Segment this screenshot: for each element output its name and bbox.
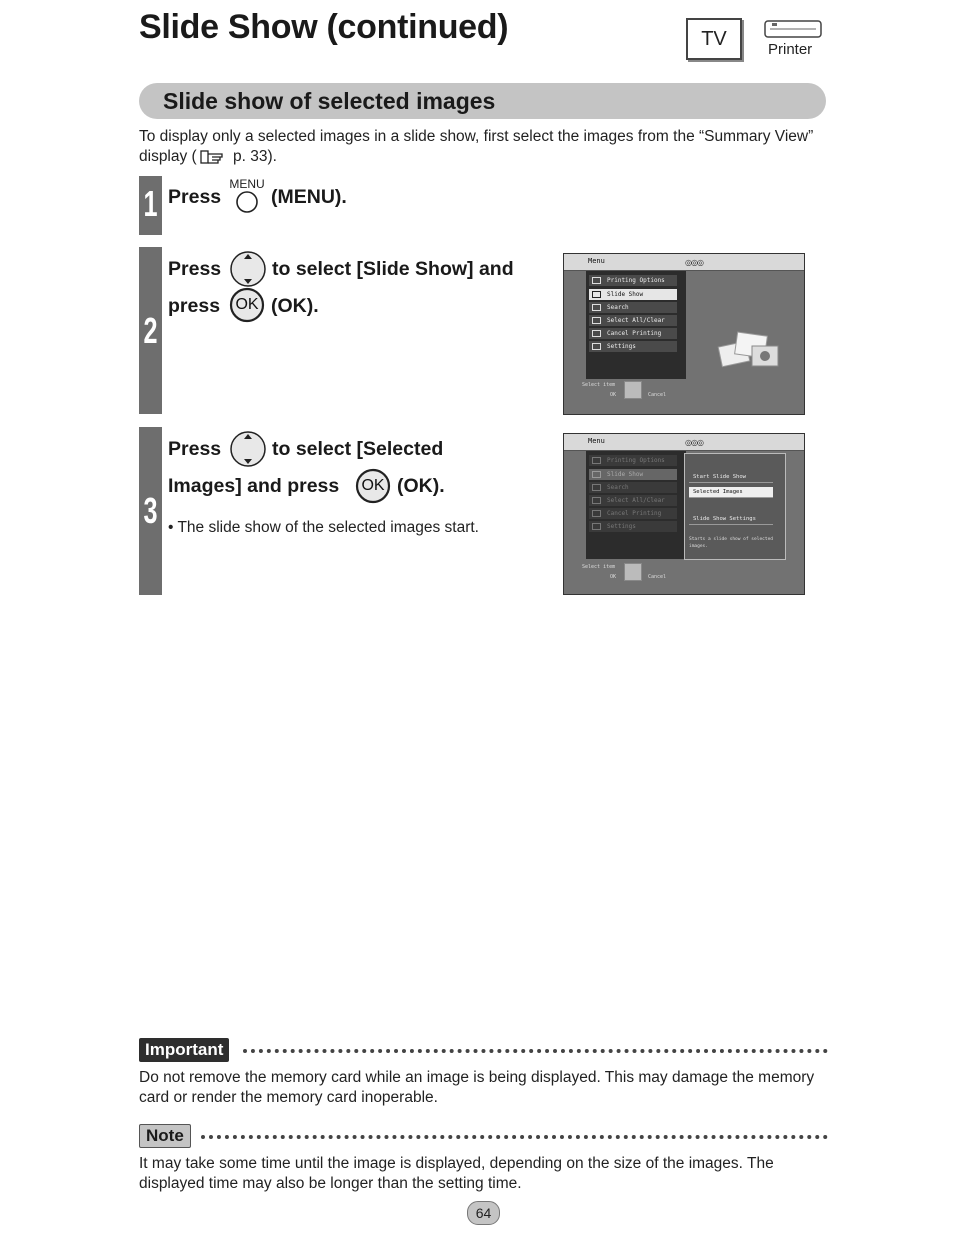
screen-footer-ok: OK [610,574,617,580]
printer-label: Printer [768,41,813,58]
menu-button-icon [229,178,265,219]
step-1-text-press: Press [168,186,222,208]
step-3-text-ok: (OK). [397,475,445,497]
important-dotted-rule [243,1049,828,1053]
step-1-text-menu: (MENU). [271,186,347,208]
up-down-dpad-icon [229,250,267,288]
step-2-text-press: Press [168,258,222,280]
screen-menu-title: Menu [588,437,605,445]
ok-button-icon [355,468,391,504]
page-number: 64 [467,1201,500,1225]
important-text: Do not remove the memory card while an image is being displayed. This may damage the memory card or render the memory card inoperable. [139,1069,815,1106]
screen-menu-item: Printing Options [589,455,677,466]
ok-button-label: OK [361,477,385,494]
screen-menu-panel [586,451,686,559]
submenu-description: Starts a slide show of selected images. [689,537,773,549]
page-reference-icon [200,149,226,165]
screen-menu-item: Settings [589,341,677,352]
screen-footer-ok: OK [610,392,617,398]
intro-page-ref: p. 33). [228,148,277,165]
step-2-text-press-2: press [168,295,221,317]
screen-footer-cancel: Cancel [648,392,667,398]
screen-menu-item: Cancel Printing [589,508,677,519]
screen-submenu-panel [684,453,786,560]
screen-status-icons: ◎◎◎ [685,438,703,447]
screen-dpad-icon [624,563,642,581]
printer-icon [764,19,822,41]
screen-menu-item: Settings [589,521,677,532]
submenu-screenshot [563,433,805,595]
screen-footer-select: Select item [582,382,616,388]
screen-menu-item: Printing Options [589,275,677,286]
screen-footer-cancel: Cancel [648,574,667,580]
step-3-text-press: Press [168,438,222,460]
step-3-number: 3 [143,490,158,531]
important-label: Important [139,1038,229,1062]
step-2-text-select: to select [Slide Show] and [272,258,514,280]
screen-menu-panel [586,271,686,379]
step-3-bullet: • The slide show of the selected images start. [168,519,479,536]
screen-dpad-icon [624,381,642,399]
screen-footer-select: Select item [582,564,616,570]
menu-button-label: MENU [229,177,265,191]
up-down-dpad-icon [229,430,267,468]
step-3-bullet-text: The slide show of the selected images start. [177,519,479,536]
screen-menu-item: Cancel Printing [589,328,677,339]
submenu-item: Slide Show Settings [689,514,773,525]
step-1-number: 1 [143,183,158,224]
screen-title-bar [564,434,804,451]
screen-menu-item: Select All/Clear [589,315,677,326]
section-title: Slide show of selected images [163,88,496,114]
step-3-text-images: Images] and press [168,475,340,497]
screen-menu-item-selected: Slide Show [589,289,677,300]
step-3-text-select: to select [Selected [272,438,444,460]
submenu-item-selected: Selected Images [689,487,773,498]
page-title: Slide Show (continued) [139,8,509,46]
screen-menu-item: Select All/Clear [589,495,677,506]
note-label: Note [139,1124,191,1148]
menu-screenshot [563,253,805,415]
tv-label: TV [701,28,727,50]
intro-text: To display only a selected images in a slide show, first select the images from the “Summary View” display ( [139,128,814,165]
screen-menu-item: Search [589,482,677,493]
tv-badge [686,18,742,60]
note-dotted-rule [201,1135,828,1139]
ok-button-icon [229,287,265,323]
photos-illustration-icon [714,324,784,374]
screen-status-icons: ◎◎◎ [685,258,703,267]
screen-title-bar [564,254,804,271]
submenu-item: Start Slide Show [689,472,773,483]
intro-paragraph [139,127,829,167]
note-text: It may take some time until the image is displayed, depending on the size of the images. The displayed time may also be longer than the setting time. [139,1155,774,1192]
step-2-text-ok: (OK). [271,295,319,317]
step-2-number: 2 [143,310,158,351]
screen-menu-item-selected: Slide Show [589,469,677,480]
screen-menu-item: Search [589,302,677,313]
screen-menu-title: Menu [588,257,605,265]
ok-button-label: OK [235,296,259,313]
menu-circle-icon [229,190,265,214]
